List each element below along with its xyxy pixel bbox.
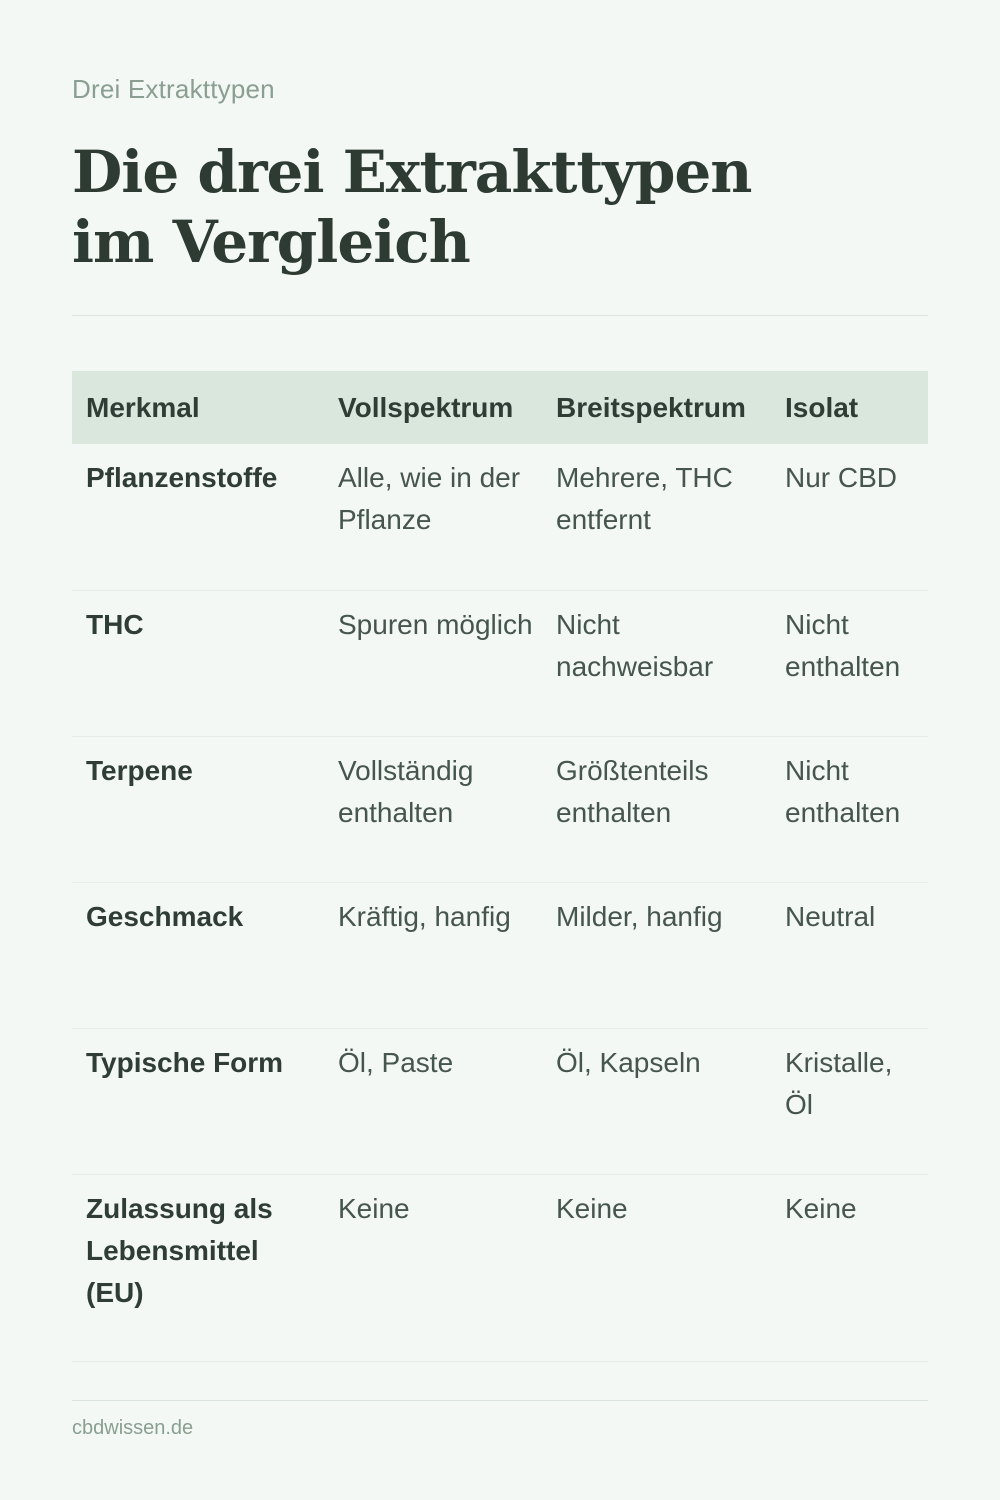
table-cell: Öl, Paste (323, 1028, 541, 1174)
table-cell: Keine (770, 1174, 928, 1361)
column-header-breitspektrum: Breitspektrum (541, 371, 770, 444)
table-row (72, 590, 928, 736)
comparison-table-container (72, 371, 928, 1362)
comparison-table (72, 371, 928, 1362)
footer-source: cbdwissen.de (72, 1417, 194, 1439)
divider-top (72, 315, 928, 316)
row-label: Pflanzenstoffe (72, 444, 323, 590)
row-label: Terpene (72, 736, 323, 882)
divider-bottom (72, 1400, 928, 1401)
table-cell: Keine (323, 1174, 541, 1361)
table-body (72, 444, 928, 1361)
page-title: Die drei Extrakttypen im Vergleich (72, 138, 752, 276)
table-cell: Neutral (770, 882, 928, 1028)
table-cell: Öl, Kapseln (541, 1028, 770, 1174)
table-cell: Vollständig enthalten (323, 736, 541, 882)
row-label: Geschmack (72, 882, 323, 1028)
table-cell: Alle, wie in der Pflanze (323, 444, 541, 590)
row-label: Typische Form (72, 1028, 323, 1174)
table-cell: Nicht enthalten (770, 736, 928, 882)
row-label: Zulassung als Lebensmittel (EU) (72, 1174, 323, 1361)
table-cell: Nicht nachweisbar (541, 590, 770, 736)
table-row (72, 1174, 928, 1361)
table-cell: Kräftig, hanfig (323, 882, 541, 1028)
table-cell: Mehrere, THC entfernt (541, 444, 770, 590)
table-cell: Kristalle, Öl (770, 1028, 928, 1174)
row-label: THC (72, 590, 323, 736)
table-row (72, 444, 928, 590)
table-header (72, 371, 928, 444)
table-cell: Nur CBD (770, 444, 928, 590)
table-cell: Nicht enthalten (770, 590, 928, 736)
eyebrow-label: Drei Extrakttypen (72, 74, 275, 104)
column-header-isolat: Isolat (770, 371, 928, 444)
table-row (72, 736, 928, 882)
table-cell: Milder, hanfig (541, 882, 770, 1028)
column-header-vollspektrum: Vollspektrum (323, 371, 541, 444)
table-cell: Spuren möglich (323, 590, 541, 736)
table-row (72, 882, 928, 1028)
table-row (72, 1028, 928, 1174)
table-cell: Größtenteils enthalten (541, 736, 770, 882)
table-header-row (72, 371, 928, 444)
table-cell: Keine (541, 1174, 770, 1361)
column-header-merkmal: Merkmal (72, 371, 323, 444)
